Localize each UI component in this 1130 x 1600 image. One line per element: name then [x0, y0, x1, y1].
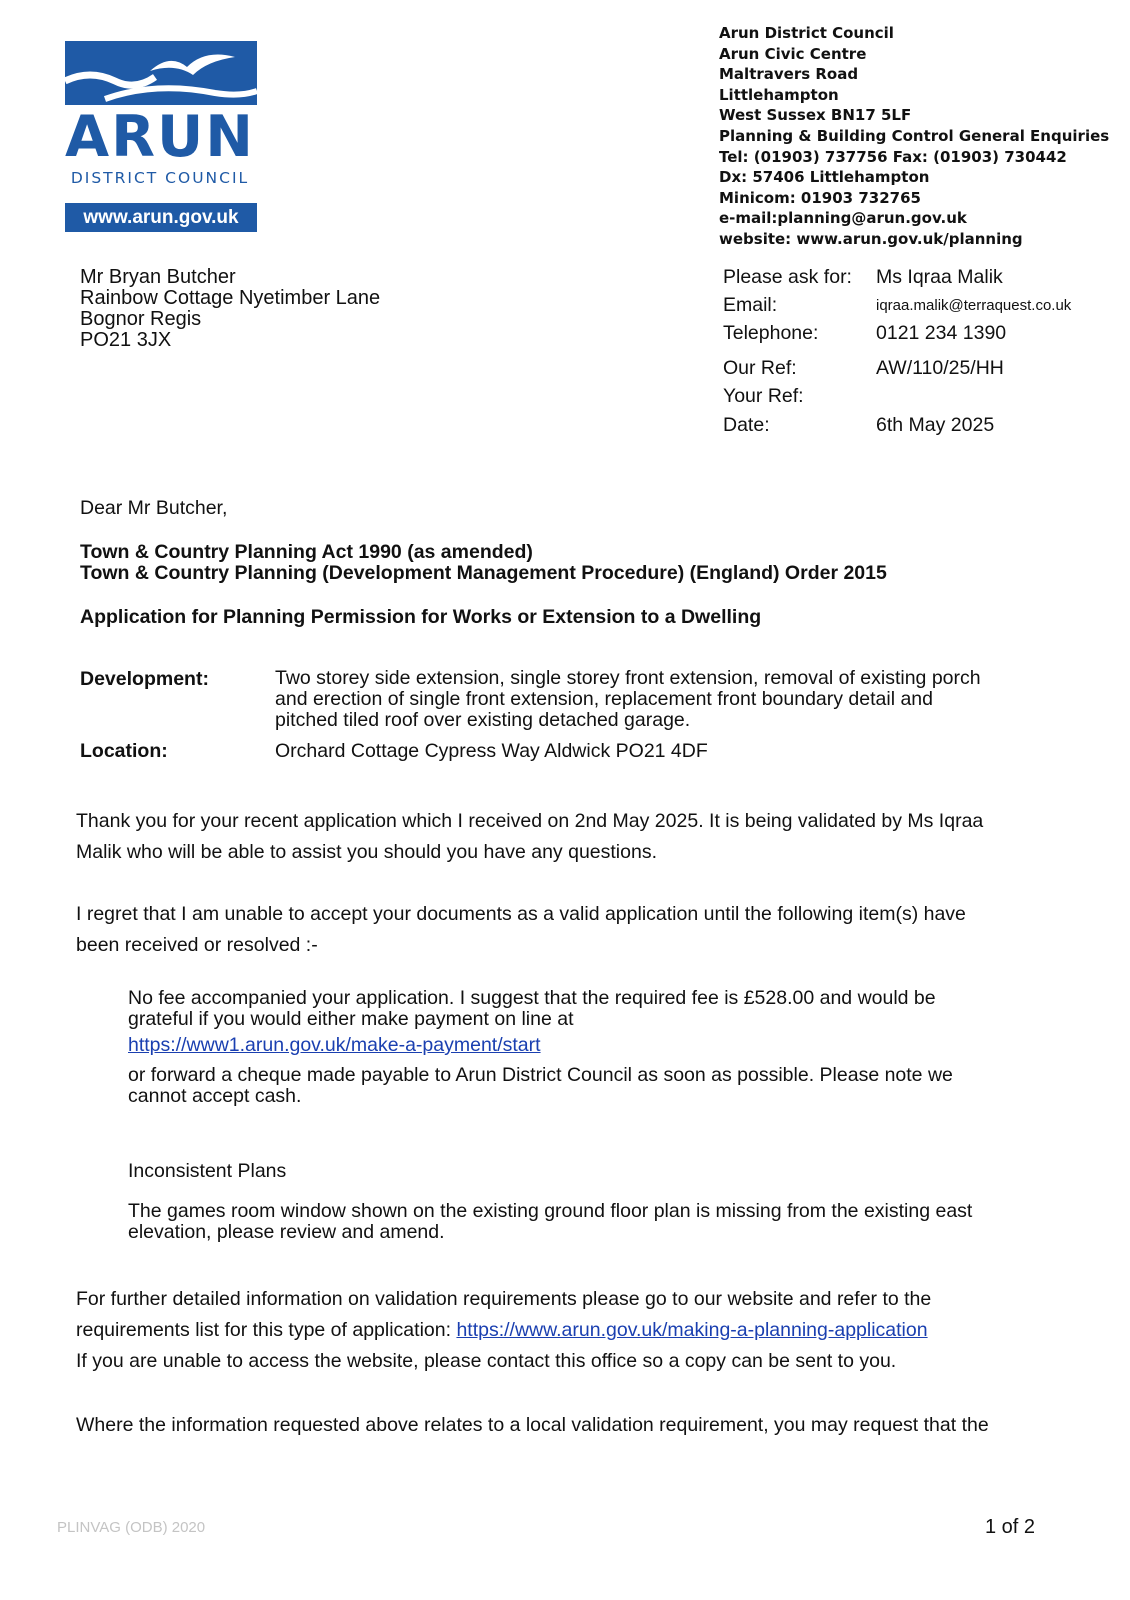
- paragraph-line: been received or resolved :-: [76, 934, 318, 956]
- further-info-line2: [76, 1319, 928, 1342]
- council-address-line: Planning & Building Control General Enquiries: [719, 126, 1110, 145]
- fee-after: [128, 1065, 953, 1107]
- date-label: Date:: [723, 414, 770, 436]
- council-address: [719, 23, 1119, 250]
- plans-line: elevation, please review and amend.: [128, 1221, 445, 1243]
- heading-act: Town & Country Planning Act 1990 (as amended): [80, 541, 533, 563]
- paragraph-line: Thank you for your recent application which I received on 2nd May 2025. It is being validated by Ms Iqraa: [76, 810, 984, 832]
- location-label: Location:: [80, 740, 168, 762]
- paragraph-acknowledgement: [76, 806, 983, 868]
- ask-for-label: Please ask for:: [723, 266, 852, 288]
- local-validation-line: Where the information requested above relates to a local validation requirement, you may request that the: [76, 1414, 989, 1436]
- paragraph-regret: [76, 899, 966, 961]
- development-label: Development:: [80, 668, 209, 690]
- telephone-label: Telephone:: [723, 322, 819, 344]
- council-address-line: Minicom: 01903 732765: [719, 188, 921, 207]
- seagull-wave-icon: [65, 41, 257, 105]
- email-value[interactable]: iqraa.malik@terraquest.co.uk: [876, 297, 1072, 314]
- fee-line: grateful if you would either make payment on line at: [128, 1008, 574, 1030]
- further-info-line3: If you are unable to access the website, please contact this office so a copy can be sent to you.: [76, 1350, 897, 1372]
- council-address-line: West Sussex BN17 5LF: [719, 106, 912, 125]
- development-line: and erection of single front extension, replacement front boundary detail and: [275, 688, 934, 710]
- council-address-line: Dx: 57406 Littlehampton: [719, 168, 930, 187]
- council-address-line: Arun District Council: [719, 24, 894, 42]
- planning-application-link[interactable]: https://www.arun.gov.uk/making-a-planning-application: [456, 1319, 928, 1341]
- heading-order: Town & Country Planning (Development Management Procedure) (England) Order 2015: [80, 562, 887, 584]
- logo-subtitle: DISTRICT COUNCIL: [70, 169, 250, 187]
- date-value: 6th May 2025: [876, 414, 995, 436]
- your-ref-label: Your Ref:: [723, 385, 804, 407]
- our-ref-value: AW/110/25/HH: [876, 357, 1004, 379]
- fee-line: No fee accompanied your application. I suggest that the required fee is £528.00 and would be: [128, 987, 936, 1009]
- logo-url[interactable]: www.arun.gov.uk: [65, 203, 257, 232]
- fee-line: or forward a cheque made payable to Arun District Council as soon as possible. Please note we: [128, 1064, 953, 1086]
- plans-heading: Inconsistent Plans: [128, 1160, 287, 1182]
- ask-for-value: Ms Iqraa Malik: [876, 266, 1003, 288]
- logo-banner: [65, 41, 257, 105]
- footer-code: PLINVAG (ODB) 2020: [57, 1519, 206, 1536]
- paragraph-line: I regret that I am unable to accept your documents as a valid application until the following item(s) have: [76, 903, 966, 925]
- development-line: Two storey side extension, single storey front extension, removal of existing porch: [275, 667, 981, 689]
- email-label: Email:: [723, 294, 778, 316]
- heading-application: Application for Planning Permission for Works or Extension to a Dwelling: [80, 606, 762, 628]
- page-number: 1 of 2: [985, 1516, 1036, 1538]
- fee-requirement: [128, 988, 936, 1030]
- plans-requirement: [128, 1201, 972, 1243]
- telephone-value: 0121 234 1390: [876, 322, 1007, 344]
- council-address-line: Tel: (01903) 737756 Fax: (01903) 730442: [719, 147, 1067, 166]
- plans-line: The games room window shown on the existing ground floor plan is missing from the existing east: [128, 1200, 973, 1222]
- development-line: pitched tiled roof over existing detached garage.: [275, 709, 691, 731]
- logo-wordmark: ARUN: [65, 104, 255, 170]
- recipient-line: PO21 3JX: [80, 329, 172, 351]
- council-address-line: Arun Civic Centre: [719, 44, 867, 63]
- council-address-line: Maltravers Road: [719, 65, 859, 84]
- further-info-line: For further detailed information on validation requirements please go to our website and refer to the: [76, 1288, 932, 1310]
- our-ref-label: Our Ref:: [723, 357, 797, 379]
- payment-link[interactable]: https://www1.arun.gov.uk/make-a-payment/start: [128, 1034, 541, 1056]
- further-info-prefix: requirements list for this type of application:: [76, 1319, 457, 1341]
- paragraph-line: Malik who will be able to assist you should you have any questions.: [76, 841, 657, 863]
- salutation: Dear Mr Butcher,: [80, 497, 228, 519]
- recipient-line: Rainbow Cottage Nyetimber Lane: [80, 287, 381, 309]
- development-text: [275, 668, 981, 731]
- recipient-address: [80, 267, 380, 351]
- fee-line: cannot accept cash.: [128, 1085, 302, 1107]
- council-website[interactable]: website: www.arun.gov.uk/planning: [719, 229, 1023, 248]
- recipient-line: Bognor Regis: [80, 308, 202, 330]
- council-email[interactable]: e-mail:planning@arun.gov.uk: [719, 209, 967, 228]
- recipient-line: Mr Bryan Butcher: [80, 266, 236, 288]
- location-value: Orchard Cottage Cypress Way Aldwick PO21 4DF: [275, 740, 708, 762]
- council-address-line: Littlehampton: [719, 85, 839, 104]
